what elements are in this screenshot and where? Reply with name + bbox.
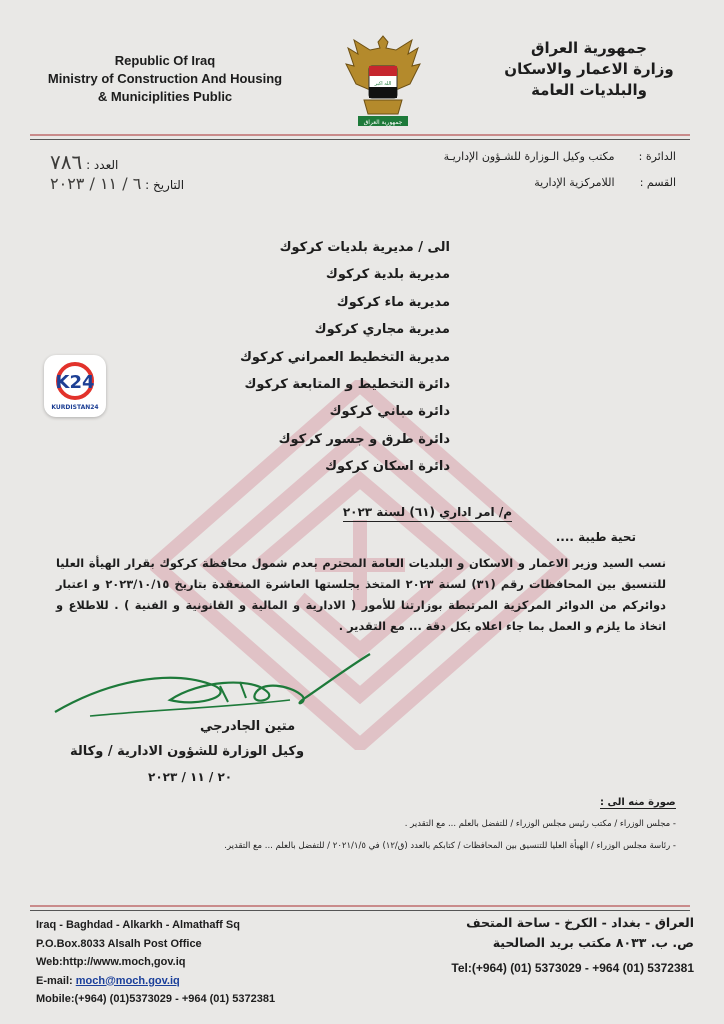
footer-email-link[interactable]: moch@moch.gov.iq <box>75 974 180 987</box>
header-ar-line3: والبلديات العامة <box>531 81 647 99</box>
greeting: تحية طيبة .... <box>555 530 636 544</box>
number-field <box>50 150 118 174</box>
header-en-line2: Ministry of Construction And Housing <box>47 71 283 86</box>
header-ar-line2: وزارة الاعمار والاسكان <box>504 60 674 78</box>
date-field <box>50 174 184 193</box>
footer-rule-red <box>30 905 690 907</box>
number-value: ٧٨٦ <box>50 150 83 174</box>
footer-en-web: Web:http://www.moch,gov.iq <box>36 956 186 968</box>
directorate-field <box>444 150 676 163</box>
footer-en-address: Iraq - Baghdad - Alkarkh - Almathaff Sq <box>36 919 240 931</box>
directorate-value: مكتب وكيل الـوزارة للشـؤون الإداريـة <box>443 150 615 163</box>
footer-rule-dark <box>30 910 690 911</box>
section-label: القسم : <box>639 176 676 189</box>
header-rule-dark <box>30 139 690 140</box>
recipient-item: مديرية مجاري كركوك <box>314 322 450 338</box>
header-en-line1: Republic Of Iraq <box>114 53 216 68</box>
signatory-title: وكيل الوزارة للشؤون الادارية / وكالة <box>70 744 305 759</box>
svg-text:الله اكبر: الله اكبر <box>374 81 392 87</box>
footer-email-label: E-mail: <box>36 974 76 987</box>
footer-english <box>36 916 275 1009</box>
header-en-line3: & Municiplities Public <box>97 89 233 104</box>
footer-arabic <box>466 913 694 953</box>
signature-date: ٢٠ / ١١ / ٢٠٢٣ <box>148 770 233 784</box>
header-arabic <box>494 38 684 101</box>
date-value: ٦ / ١١ / ٢٠٢٣ <box>50 174 142 193</box>
copy-item: - مجلس الوزراء / مكتب رئيس مجلس الوزراء / للتفضل بالعلم ... مع التقدير . <box>404 819 676 829</box>
order-subject: م/ امر اداري (٦١) لسنة ٢٠٢٣ <box>343 505 512 522</box>
iraq-eagle-emblem-icon <box>344 30 422 132</box>
handwritten-signature <box>50 650 380 730</box>
emblem-scroll-text: جمهورية العراق <box>363 119 403 126</box>
header-english <box>40 52 290 106</box>
copy-item: - رئاسة مجلس الوزراء / الهيأة العليا للتنسيق بين المحافظات / كتابكم بالعدد (ق/١٢) في ٢٠٢١/١/٥ / للتفضل بالعلم ... مع التقدير. <box>224 841 676 851</box>
recipient-item: دائرة التخطيط و المتابعة كركوك <box>244 377 450 393</box>
recipient-item: مديرية ماء كركوك <box>336 294 450 310</box>
footer-en-email-line <box>36 972 275 991</box>
recipient-item: دائرة طرق و جسور كركوك <box>278 431 450 447</box>
k24-mark-icon <box>44 355 106 417</box>
recipient-item: دائرة مباني كركوك <box>329 404 450 420</box>
header-rule-red <box>30 134 690 136</box>
recipient-item: الى / مديرية بلديات كركوك <box>279 240 450 255</box>
number-label: العدد : <box>86 158 119 172</box>
footer-ar-pobox: ص. ب. ٨٠٣٣ مكتب بريد الصالحية <box>492 935 694 950</box>
directorate-label: الدائرة : <box>638 150 676 163</box>
footer-telephone: Tel:(+964) (01) 5373029 - +964 (01) 5372381 <box>451 961 694 975</box>
footer-ar-address: العراق - بغداد - الكرخ - ساحة المتحف <box>466 915 694 930</box>
recipients-list <box>240 234 450 481</box>
signatory-name: متين الجادرجي <box>200 719 296 734</box>
header-ar-line1: جمهورية العراق <box>531 39 647 57</box>
copies-heading: صورة منه الى : <box>600 797 676 808</box>
section-value: اللامركزية الإدارية <box>534 176 615 189</box>
kurdistan24-logo <box>44 355 106 417</box>
k24-mark-text: K24 <box>55 372 95 393</box>
letter-body: نسب السيد وزير الاعمار و الاسكان و البلديات العامة المحترم بعدم شمول محافظة كركوك بقرار الهيأة العليا للتنسيق بين المحافظات رقم (٣١) لسنة ٢٠٢٣ المتخذ بجلستها العاشرة المنعقدة بتاريخ ٢٠٢٣/١٠/١٥ و اعتبار دوائركم من الدوائر المركزية المرتبطة بوزارتنا للأمور ( الادارية و المالية و القانونية و الفنية ) . للاطلاع و اتخاذ ما يلزم و العمل بما جاء اعلاه بكل دقة ... مع التقدير . <box>56 556 666 633</box>
recipient-item: مديرية بلدية كركوك <box>325 267 450 283</box>
recipient-item: دائرة اسكان كركوك <box>325 459 450 475</box>
footer-en-pobox: P.O.Box.8033 Alsalh Post Office <box>36 937 202 950</box>
section-field <box>534 176 676 189</box>
k24-brand-text: KURDISTAN24 <box>51 404 99 411</box>
date-label: التاريخ : <box>145 178 185 192</box>
recipient-item: مديرية التخطيط العمراني كركوك <box>239 349 450 365</box>
footer-en-mobile: Mobile:(+964) (01)5373029 - +964 (01) 5372381 <box>36 993 276 1005</box>
